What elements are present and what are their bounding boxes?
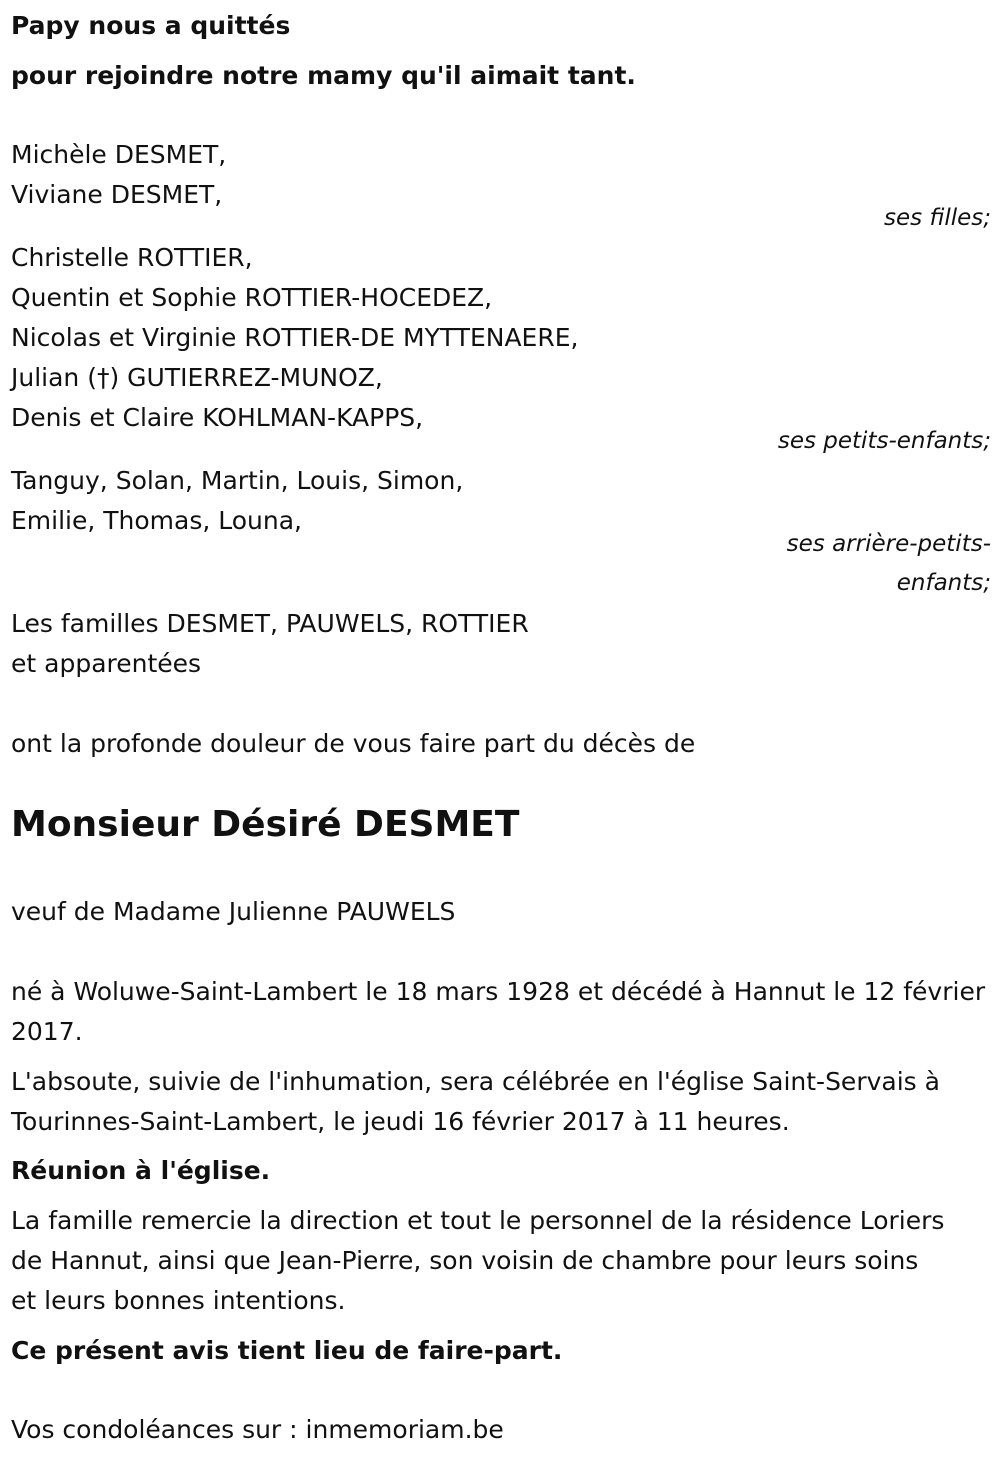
thanks-text: La famille remercie la direction et tout le personnel de la résidence Loriers de Hannut, ainsi que Jean-Pierre, son voisin de chambre pour leurs soins et leurs bonnes intentions. — [11, 1206, 945, 1315]
family-name: Julian (†) GUTIERREZ-MUNOZ, — [11, 363, 383, 392]
birth-death-text: né à Woluwe-Saint-Lambert le 18 mars 1928 et décédé à Hannut le 12 février 2017. — [11, 977, 986, 1046]
family-name: Michèle DESMET, — [11, 140, 227, 169]
family-name: Quentin et Sophie ROTTIER-HOCEDEZ, — [11, 283, 493, 312]
relation-label: ses petits-enfants; — [777, 428, 991, 454]
relation-label: enfants; — [896, 570, 991, 596]
intro-line-1: Papy nous a quittés — [11, 11, 291, 40]
relation-label: ses arrière-petits- — [786, 531, 991, 557]
announcement-text: ont la profonde douleur de vous faire part du décès de — [11, 729, 696, 758]
family-name: Nicolas et Virginie ROTTIER-DE MYTTENAERE, — [11, 323, 579, 352]
relation-label: ses filles; — [884, 205, 991, 231]
family-name: Tanguy, Solan, Martin, Louis, Simon, — [11, 466, 464, 495]
intro-line-2: pour rejoindre notre mamy qu'il aimait tant. — [11, 61, 636, 90]
deceased-name: Monsieur Désiré DESMET — [11, 804, 520, 845]
condolences-text: Vos condoléances sur : inmemoriam.be — [11, 1415, 504, 1444]
ceremony-text: L'absoute, suivie de l'inhumation, sera célébrée en l'église Saint-Servais à Tourinnes-Saint-Lambert, le jeudi 16 février 2017 à 11 heures. — [11, 1067, 940, 1136]
family-name: Les familles DESMET, PAUWELS, ROTTIER — [11, 609, 529, 638]
meeting-text: Réunion à l'église. — [11, 1156, 271, 1185]
family-name: Christelle ROTTIER, — [11, 243, 253, 272]
widower-text: veuf de Madame Julienne PAUWELS — [11, 897, 456, 926]
family-name: Emilie, Thomas, Louna, — [11, 506, 303, 535]
family-name: Viviane DESMET, — [11, 180, 223, 209]
notice-text: Ce présent avis tient lieu de faire-part. — [11, 1336, 563, 1365]
family-name: et apparentées — [11, 649, 202, 678]
family-name: Denis et Claire KOHLMAN-KAPPS, — [11, 403, 424, 432]
